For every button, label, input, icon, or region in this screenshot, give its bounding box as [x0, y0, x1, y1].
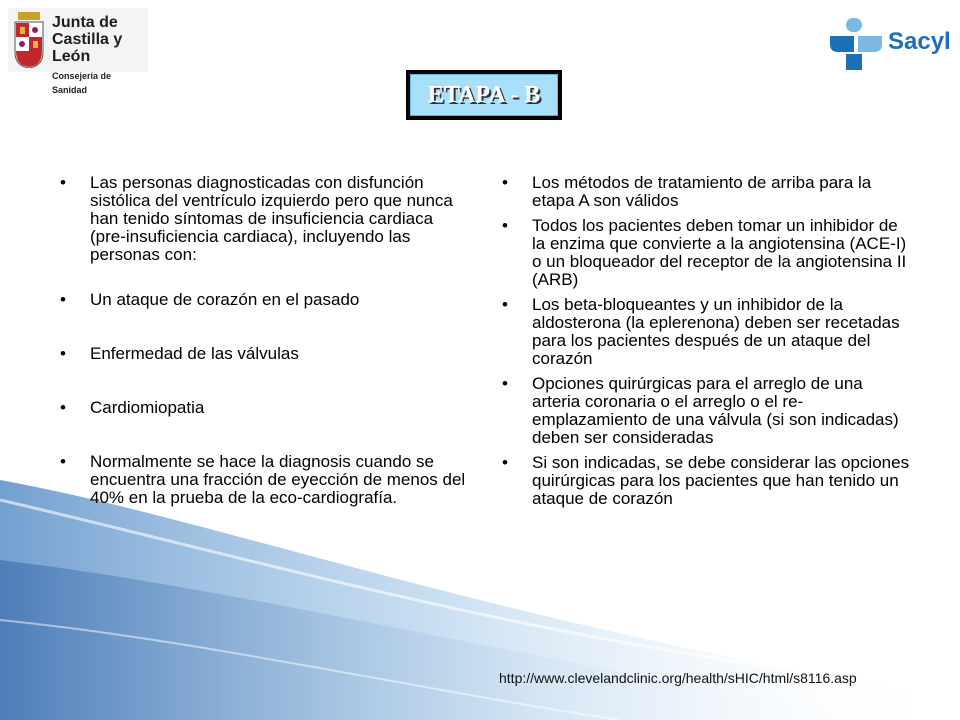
- title-frame: [406, 70, 562, 120]
- logo-line-1: Junta de: [52, 14, 118, 31]
- list-item-text: Un ataque de corazón en el pasado: [90, 290, 360, 309]
- right-bullet-list: [500, 174, 910, 515]
- list-item-text: Las personas diagnosticadas con disfunción sistólica del ventrículo izquierdo pero que nunca han tenido síntomas de insuficiencia cardiaca (pre-insuficiencia cardiaca), incluyendo las personas con:: [90, 173, 453, 264]
- list-item: [500, 296, 910, 368]
- bullet-marker: •: [60, 452, 66, 471]
- bullet-marker: •: [502, 453, 508, 472]
- bullet-marker: •: [60, 344, 66, 363]
- coat-of-arms-icon: [14, 12, 44, 68]
- list-item: [58, 399, 470, 417]
- bullet-marker: •: [502, 216, 508, 235]
- list-item: [58, 174, 470, 264]
- list-item-text: Si son indicadas, se debe considerar las opciones quirúrgicas para los pacientes que han tenido un ataque de corazón: [532, 453, 910, 508]
- list-item-text: Normalmente se hace la diagnosis cuando se encuentra una fracción de eyección de menos del 40% en la prueba de la eco-cardiografía.: [90, 452, 466, 507]
- list-item-text: Enfermedad de las válvulas: [90, 344, 299, 363]
- logo-line-2: Castilla y León: [52, 31, 123, 65]
- sacyl-wordmark: Sacyl: [888, 28, 951, 55]
- bullet-marker: •: [60, 173, 66, 192]
- list-item-text: Todos los pacientes deben tomar un inhibidor de la enzima que convierte a la angiotensina (ACE-I) o un bloqueador del receptor de la angiotensina II (ARB): [532, 216, 907, 289]
- bullet-marker: •: [60, 398, 66, 417]
- left-bullet-list: [58, 174, 470, 507]
- list-item: [500, 375, 910, 447]
- list-item: [500, 174, 910, 210]
- list-item-text: Los beta-bloqueantes y un inhibidor de la aldosterona (la eplerenona) deben ser recetadas para los pacientes después de un ataque del corazón: [532, 295, 900, 368]
- bullet-marker: •: [60, 290, 66, 309]
- list-item: [58, 345, 470, 363]
- sacyl-logo: [828, 14, 951, 74]
- list-item: [58, 291, 470, 309]
- bullet-marker: •: [502, 295, 508, 314]
- sacyl-cross-icon: [828, 18, 884, 70]
- list-item: [500, 454, 910, 508]
- list-item: [500, 217, 910, 289]
- logo-line-3: Consejería de Sanidad: [52, 71, 112, 95]
- list-item-text: Cardiomiopatia: [90, 398, 205, 417]
- source-url[interactable]: http://www.clevelandclinic.org/health/sHIC/html/s8116.asp: [499, 670, 857, 686]
- bullet-marker: •: [502, 374, 508, 393]
- junta-castilla-leon-logo: [8, 8, 148, 95]
- bullet-marker: •: [502, 173, 508, 192]
- list-item-text: Opciones quirúrgicas para el arreglo de una arteria coronaria o el arreglo o el re-emplazamiento de una válvula (si son indicadas) deben ser consideradas: [532, 374, 899, 447]
- list-item: [58, 453, 470, 507]
- list-item-text: Los métodos de tratamiento de arriba para la etapa A son válidos: [532, 173, 872, 210]
- slide-title: ETAPA - B: [410, 74, 558, 116]
